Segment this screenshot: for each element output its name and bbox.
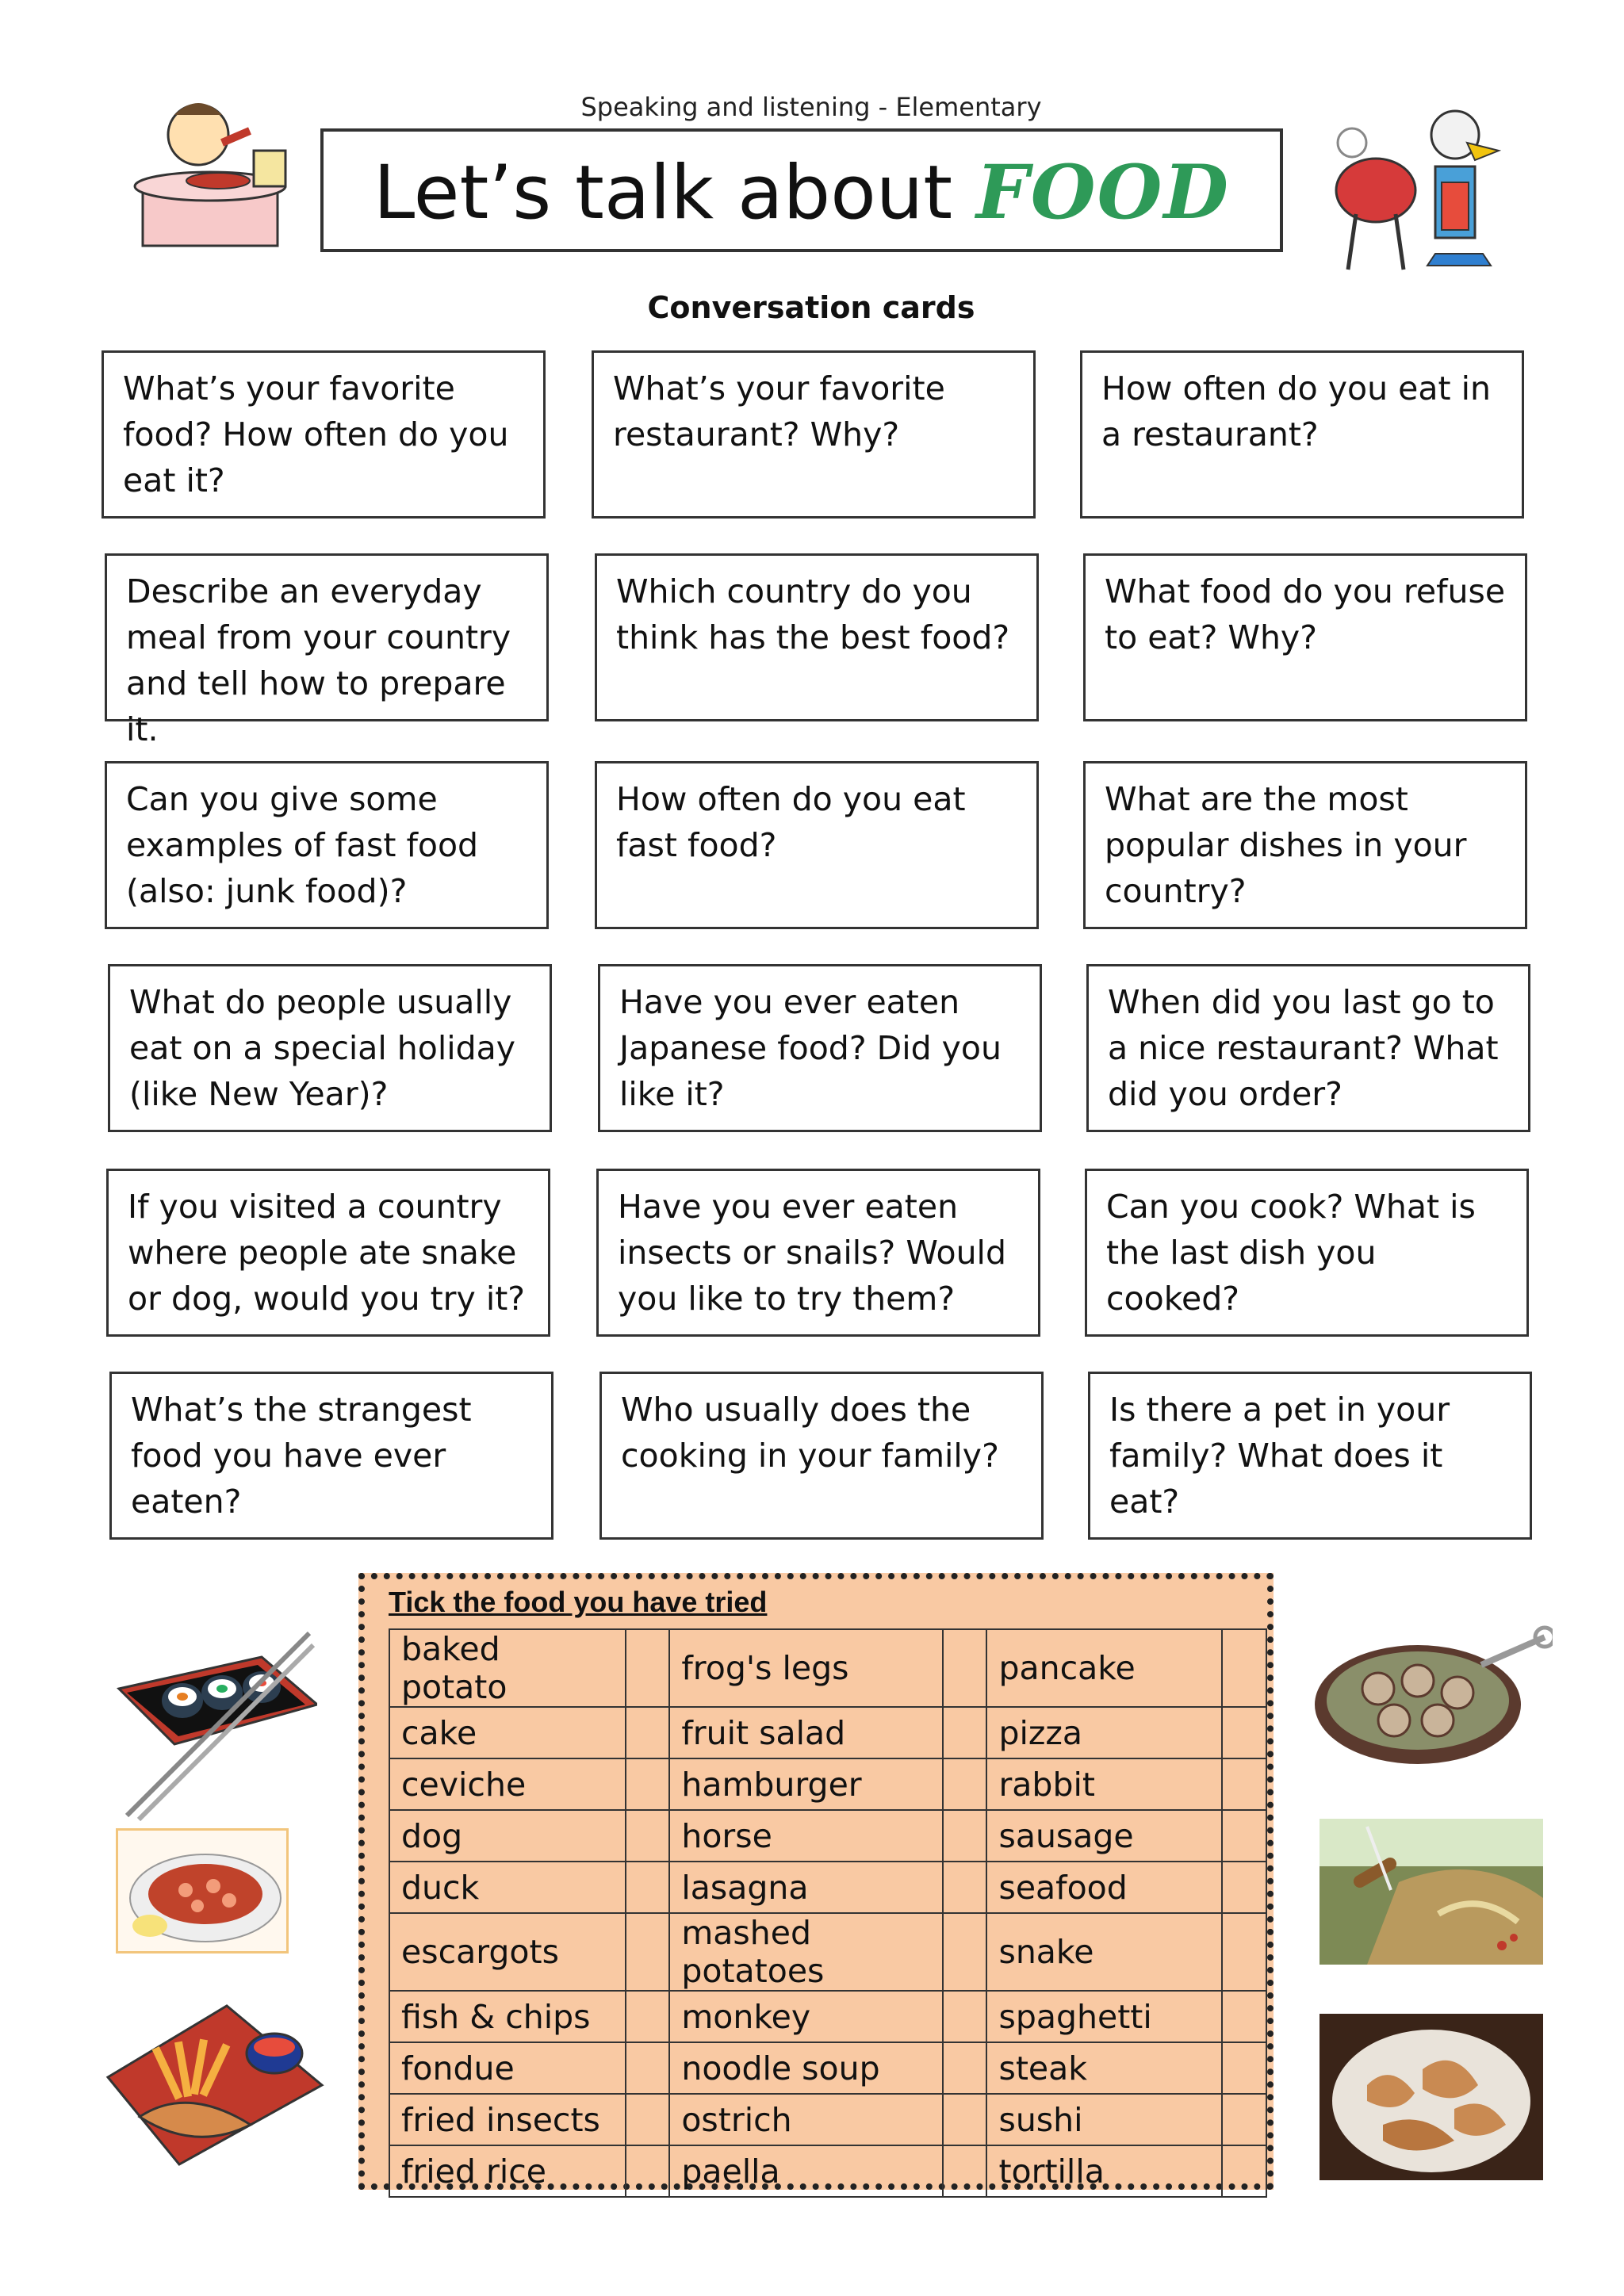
tick-box[interactable]	[1222, 2094, 1266, 2145]
table-row	[389, 1862, 1266, 1913]
food-item: escargots	[389, 1913, 626, 1991]
food-item: ostrich	[669, 2094, 943, 2145]
food-item: sushi	[986, 2094, 1222, 2145]
tick-box[interactable]	[943, 1991, 987, 2042]
tick-box[interactable]	[626, 1629, 670, 1707]
tick-box[interactable]	[943, 1758, 987, 1810]
table-row	[389, 1991, 1266, 2042]
food-item: seafood	[986, 1862, 1222, 1913]
food-item: pizza	[986, 1707, 1222, 1758]
shrimp-soup-photo	[116, 1828, 289, 1954]
tick-box[interactable]	[1222, 2042, 1266, 2094]
food-item: horse	[669, 1810, 943, 1862]
fried-insects-photo	[1320, 1819, 1543, 1965]
conversation-card: Can you cook? What is the last dish you cooked?	[1085, 1169, 1529, 1337]
tick-box[interactable]	[626, 1913, 670, 1991]
food-item: frog's legs	[669, 1629, 943, 1707]
cards-heading: Conversation cards	[647, 290, 975, 325]
tick-box[interactable]	[1222, 1913, 1266, 1991]
conversation-card: Have you ever eaten Japanese food? Did you like it?	[598, 964, 1042, 1132]
table-row	[389, 1913, 1266, 1991]
food-item: fried insects	[389, 2094, 626, 2145]
food-item: tortilla	[986, 2145, 1222, 2197]
conversation-card: Have you ever eaten insects or snails? Would you like to try them?	[596, 1169, 1040, 1337]
table-row	[389, 2094, 1266, 2145]
conversation-card: How often do you eat fast food?	[595, 761, 1039, 929]
conversation-card: When did you last go to a nice restaurant? What did you order?	[1086, 964, 1530, 1132]
tick-box[interactable]	[626, 2145, 670, 2197]
food-item: sausage	[986, 1810, 1222, 1862]
food-item: pancake	[986, 1629, 1222, 1707]
conversation-card: Describe an everyday meal from your country and tell how to prepare it.	[105, 553, 549, 721]
food-item: fruit salad	[669, 1707, 943, 1758]
food-item: rabbit	[986, 1758, 1222, 1810]
table-row	[389, 1810, 1266, 1862]
tick-box[interactable]	[1222, 1707, 1266, 1758]
food-item: lasagna	[669, 1862, 943, 1913]
conversation-card: Who usually does the cooking in your family?	[599, 1372, 1044, 1540]
tick-food-panel	[358, 1573, 1274, 2190]
table-row	[389, 1629, 1266, 1707]
escargots-photo	[1307, 1617, 1553, 1776]
food-item: cake	[389, 1707, 626, 1758]
worksheet-subtitle: Speaking and listening - Elementary	[580, 92, 1042, 122]
food-item: ceviche	[389, 1758, 626, 1810]
title-main: Let’s talk about	[373, 150, 977, 236]
tick-box[interactable]	[626, 1862, 670, 1913]
conversation-card: How often do you eat in a restaurant?	[1080, 350, 1524, 519]
tick-box[interactable]	[626, 1707, 670, 1758]
fish-and-chips-illustration	[92, 1990, 330, 2172]
tick-box[interactable]	[626, 1991, 670, 2042]
tick-heading: Tick the food you have tried	[389, 1586, 768, 1618]
tick-box[interactable]	[1222, 1862, 1266, 1913]
title-accent: FOOD	[976, 149, 1231, 236]
conversation-card: Which country do you think has the best food?	[595, 553, 1039, 721]
tick-box[interactable]	[943, 2042, 987, 2094]
tick-box[interactable]	[943, 2094, 987, 2145]
conversation-card: What’s your favorite food? How often do you eat it?	[102, 350, 546, 519]
tick-box[interactable]	[943, 1913, 987, 1991]
sushi-illustration	[111, 1617, 317, 1823]
tick-box[interactable]	[1222, 1810, 1266, 1862]
tick-box[interactable]	[1222, 1758, 1266, 1810]
food-item: noodle soup	[669, 2042, 943, 2094]
food-item: duck	[389, 1862, 626, 1913]
food-item: fish & chips	[389, 1991, 626, 2042]
food-item: mashed potatoes	[669, 1913, 943, 1991]
food-checklist-table	[389, 1628, 1267, 2198]
conversation-card: What do people usually eat on a special holiday (like New Year)?	[108, 964, 552, 1132]
food-item: baked potato	[389, 1629, 626, 1707]
table-row	[389, 1758, 1266, 1810]
food-item: fried rice	[389, 2145, 626, 2197]
tick-box[interactable]	[626, 1758, 670, 1810]
table-row	[389, 1707, 1266, 1758]
conversation-card: Is there a pet in your family? What does it eat?	[1088, 1372, 1532, 1540]
conversation-card: What’s the strangest food you have ever eaten?	[109, 1372, 553, 1540]
food-item: hamburger	[669, 1758, 943, 1810]
conversation-card: If you visited a country where people ate snake or dog, would you try it?	[106, 1169, 550, 1337]
food-item: dog	[389, 1810, 626, 1862]
food-item: monkey	[669, 1991, 943, 2042]
food-item: paella	[669, 2145, 943, 2197]
table-row	[389, 2145, 1266, 2197]
tick-box[interactable]	[626, 2042, 670, 2094]
tick-box[interactable]	[943, 1862, 987, 1913]
conversation-card: What food do you refuse to eat? Why?	[1083, 553, 1527, 721]
conversation-card: What’s your favorite restaurant? Why?	[592, 350, 1036, 519]
frog-legs-photo	[1320, 2014, 1543, 2180]
tick-box[interactable]	[626, 1810, 670, 1862]
tick-box[interactable]	[943, 1629, 987, 1707]
tick-box[interactable]	[943, 1707, 987, 1758]
conversation-card: What are the most popular dishes in your country?	[1083, 761, 1527, 929]
tick-box[interactable]	[1222, 2145, 1266, 2197]
food-item: snake	[986, 1913, 1222, 1991]
food-item: steak	[986, 2042, 1222, 2094]
table-row	[389, 2042, 1266, 2094]
tick-box[interactable]	[943, 2145, 987, 2197]
food-item: fondue	[389, 2042, 626, 2094]
tick-box[interactable]	[943, 1810, 987, 1862]
food-item: spaghetti	[986, 1991, 1222, 2042]
conversation-card: Can you give some examples of fast food (also: junk food)?	[105, 761, 549, 929]
tick-box[interactable]	[1222, 1629, 1266, 1707]
tick-box[interactable]	[1222, 1991, 1266, 2042]
tick-box[interactable]	[626, 2094, 670, 2145]
